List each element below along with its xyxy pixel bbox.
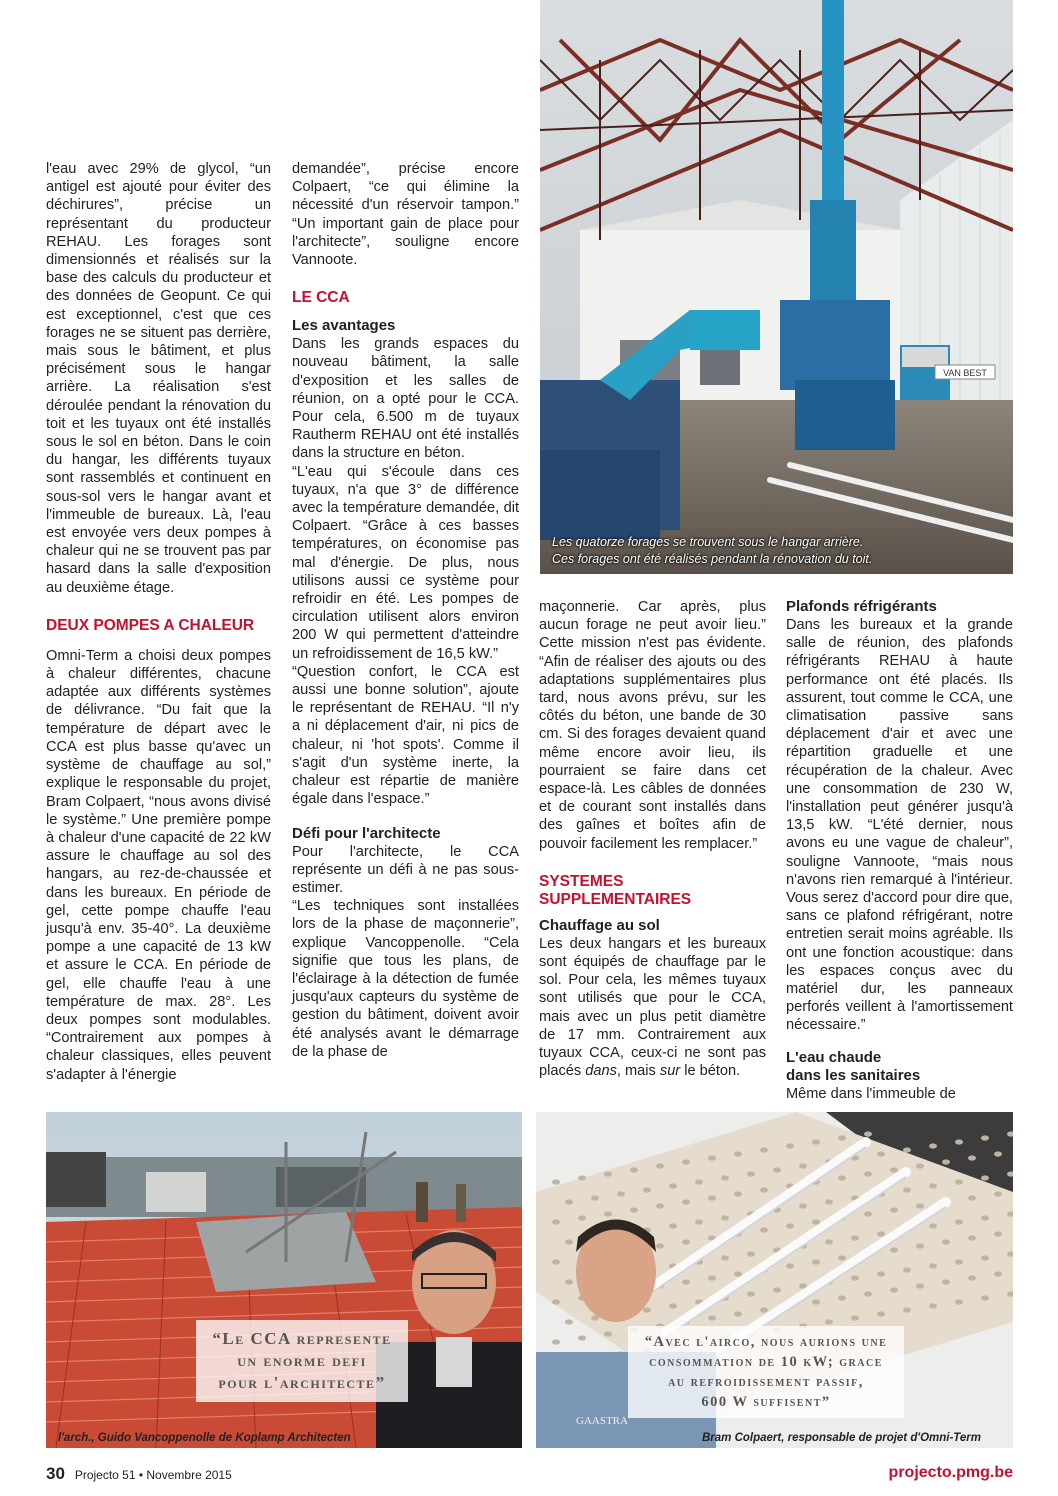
drilling-rig-image <box>540 0 1013 574</box>
col4-paragraph-1: Dans les bureaux et la grande salle de réunion, des plafonds réfrigérants REHAU à haute performance ont été placés. Ils assurent, tout comme le CCA, une climatisation passive sans déplacement d'air et avec une répartition graduelle et une récupération de la chaleur. Avec une consommation de 230 W, l'installation peut générer jusqu'à 13,5 kW. “L'été dernier, nous avons eu une vague de chaleur”, souligne Vannoote, “mais nous n'avons rien remarqué à l'intérieur. Vous serez d'accord pour dire que, sans ce plafond réfrigérant, notre entretien serait moins agréable. Ils ont une fonction acoustique: dans les espaces conçus avec du matériel dur, les panneaux perforés veillent à l'amortissement nécessaire.” <box>786 617 1013 1034</box>
perforation-hole <box>695 1179 703 1184</box>
subheading-eau-chaude-line1: L'eau chaude <box>786 1048 882 1066</box>
perforation-hole <box>656 1243 664 1248</box>
perforation-hole <box>708 1195 716 1200</box>
perforation-hole <box>578 1335 586 1340</box>
col3-p2-emphasis-sur: sur <box>659 1063 681 1080</box>
perforation-hole <box>890 1167 898 1172</box>
page-number: 30 <box>46 1464 65 1483</box>
perforation-hole <box>747 1251 755 1256</box>
perforation-hole <box>682 1279 690 1284</box>
perforation-hole <box>760 1187 768 1192</box>
perforation-hole <box>578 1215 586 1220</box>
col2-paragraph-2: Dans les grands espaces du nouveau bâtiment, la salle d'exposition et les salles de réunion, on a opté pour le CCA. Pour cela, 6.500 m de tuyaux Rautherm REHAU ont été installés dans la structure en béton. <box>292 336 519 462</box>
perforation-hole <box>851 1315 859 1320</box>
quote-colpaert-line4: 600 W suffisent” <box>701 1394 831 1410</box>
perforation-hole <box>838 1255 846 1260</box>
col3-p2-text-b: , mais <box>616 1063 660 1080</box>
photo-ceiling-panel <box>536 1112 1013 1448</box>
col2-paragraph-1: demandée”, précise encore Colpaert, “ce qui élimine la nécessité d'un réservoir tampon.” “Un important gain de place pour l'architecte”, souligne encore Vannoote. <box>292 161 519 269</box>
perforation-hole <box>669 1223 677 1228</box>
perforation-hole <box>955 1219 963 1224</box>
issue-info: Projecto 51 • Novembre 2015 <box>74 1468 232 1482</box>
column-3 <box>539 598 766 1080</box>
perforation-hole <box>994 1151 1002 1156</box>
col3-paragraph-1: maçonnerie. Car après, plus aucun forage ne peut avoir lieu.” Cette mission n'est pas évidente. “Afin de réaliser des ajouts ou des adaptations supplémentaires plus tard, nous avons prévu, sur les côtés du béton, une bande de 30 cm. Si des forages devaient quand même encore avoir lieu, ils pourraient se faire dans cet espace-là. Les câbles de données et de courant sont installés dans des gaînes et boîtes afin de pouvoir facilement les remplacer.” <box>539 599 766 852</box>
perforation-hole <box>955 1259 963 1264</box>
perforation-hole <box>786 1223 794 1228</box>
perforation-hole <box>903 1267 911 1272</box>
perforation-hole <box>643 1187 651 1192</box>
perforation-hole <box>565 1239 573 1244</box>
perforation-hole <box>812 1139 820 1144</box>
perforation-hole <box>825 1319 833 1324</box>
perforation-hole <box>565 1319 573 1324</box>
perforation-hole <box>981 1255 989 1260</box>
perforation-hole <box>578 1175 586 1180</box>
perforation-hole <box>903 1187 911 1192</box>
col2-paragraph-5: Pour l'architecte, le CCA représente un défi à ne pas sous-estimer. <box>292 843 519 896</box>
perforation-hole <box>981 1215 989 1220</box>
section-heading-systemes-supplementaires: SYSTEMES SUPPLEMENTAIRES <box>539 872 692 908</box>
perforation-hole <box>864 1211 872 1216</box>
column-1 <box>46 160 271 1084</box>
perforation-hole <box>916 1243 924 1248</box>
perforation-hole <box>955 1139 963 1144</box>
perforation-hole <box>929 1223 937 1228</box>
perforation-hole <box>630 1207 638 1212</box>
perforation-hole <box>760 1147 768 1152</box>
perforation-hole <box>968 1275 976 1280</box>
perforation-hole <box>890 1287 898 1292</box>
perforation-hole <box>851 1235 859 1240</box>
perforation-hole <box>682 1239 690 1244</box>
column-2 <box>292 160 519 1061</box>
perforation-hole <box>682 1159 690 1164</box>
perforation-hole <box>942 1159 950 1164</box>
subheading-defi-architecte: Défi pour l'architecte <box>292 824 441 842</box>
page-footer-left <box>46 1464 232 1484</box>
perforation-hole <box>552 1259 560 1264</box>
perforation-hole <box>552 1179 560 1184</box>
perforation-hole <box>721 1215 729 1220</box>
perforation-hole <box>994 1231 1002 1236</box>
perforation-hole <box>903 1307 911 1312</box>
perforation-hole <box>812 1299 820 1304</box>
column-4 <box>786 598 1013 1103</box>
perforation-hole <box>643 1307 651 1312</box>
col1-paragraph-2: Omni-Term a choisi deux pompes à chaleur différentes, chacune adaptée aux différents systèmes de délivrance. “Du fait que la température de départ avec le CCA est plus basse qu'avec un système de chauffage au sol,” explique le responsable du projet, Bram Colpaert, “nous avons divisé le système.” Une première pompe à chaleur d'une capacité de 22 kW assure le chauffage au sol des hangars, au rez-de-chaussée et dans les bureaux. En période de gel, cette pompe chauffe l'eau jusqu'à env. 35-40°. La deuxième pompe a une capacité de 13 kW et assure le CCA. En période de gel, elle chauffe l'eau à une température de max. 28°. Les deux pompes sont modulables. “Contrairement aux pompes à chaleur classiques, elles peuvent s'adapter à l'énergie <box>46 647 271 1083</box>
perforation-hole <box>981 1295 989 1300</box>
section-heading-le-cca: LE CCA <box>292 289 350 307</box>
subheading-les-avantages: Les avantages <box>292 317 396 335</box>
perforation-hole <box>851 1275 859 1280</box>
photo-drilling-rig <box>540 0 1013 574</box>
perforation-hole <box>760 1227 768 1232</box>
perforation-hole <box>604 1171 612 1176</box>
perforation-hole <box>747 1291 755 1296</box>
subheading-plafonds-refrigerants: Plafonds réfrigérants <box>786 598 937 615</box>
photo-caption-line1: Les quatorze forages se trouvent sous le hangar arrière. <box>552 535 864 549</box>
perforation-hole <box>955 1299 963 1304</box>
perforation-hole <box>669 1303 677 1308</box>
perforation-hole <box>786 1263 794 1268</box>
perforation-hole <box>890 1247 898 1252</box>
perforation-hole <box>799 1163 807 1168</box>
col3-p2-emphasis-dans: dans <box>585 1063 617 1080</box>
perforation-hole <box>890 1207 898 1212</box>
perforation-hole <box>994 1191 1002 1196</box>
perforation-hole <box>838 1295 846 1300</box>
perforation-hole <box>591 1195 599 1200</box>
quote-architect-line2: un enorme defi <box>237 1351 367 1370</box>
subheading-eau-chaude-line2: dans les sanitaires <box>786 1066 921 1084</box>
perforation-hole <box>942 1279 950 1284</box>
perforation-hole <box>656 1163 664 1168</box>
col2-paragraph-4: “Question confort, le CCA est aussi une bonne solution”, ajoute le représentant de REHAU. “Il n'y a ni déplacement d'air, ni pics de chaleur, ni 'hot spots'. Comme il s'agit d'un système inerte, la chaleur est répartie de manière égale dans l'espace.” <box>292 663 519 808</box>
photo-caption-drilling <box>552 534 872 568</box>
perforation-hole <box>825 1239 833 1244</box>
perforation-hole <box>877 1311 885 1316</box>
perforation-hole <box>838 1135 846 1140</box>
perforation-hole <box>877 1231 885 1236</box>
perforation-hole <box>864 1171 872 1176</box>
perforation-hole <box>552 1299 560 1304</box>
quote-architect-line1: “Le CCA represente <box>212 1329 392 1348</box>
page-footer-right <box>889 1464 1013 1482</box>
perforation-hole <box>786 1143 794 1148</box>
shirt-text: GAASTRA <box>576 1415 628 1427</box>
perforation-hole <box>968 1235 976 1240</box>
perforation-hole <box>981 1135 989 1140</box>
perforation-hole <box>552 1339 560 1344</box>
perforation-hole <box>708 1275 716 1280</box>
col3-paragraph-2 <box>539 935 766 1081</box>
site-url-link[interactable]: projecto.pmg.be <box>888 1464 1013 1481</box>
perforation-hole <box>968 1155 976 1160</box>
perforation-hole <box>877 1151 885 1156</box>
perforation-hole <box>734 1271 742 1276</box>
perforation-hole <box>968 1195 976 1200</box>
quote-colpaert-line1: “Avec l'airco, nous aurions une <box>644 1334 888 1350</box>
perforation-hole <box>604 1211 612 1216</box>
perforation-hole <box>734 1311 742 1316</box>
perforation-hole <box>929 1143 937 1148</box>
perforation-hole <box>773 1167 781 1172</box>
photo-construction-site <box>46 1112 522 1448</box>
perforation-hole <box>799 1203 807 1208</box>
perforation-hole <box>929 1263 937 1268</box>
perforation-hole <box>682 1199 690 1204</box>
perforation-hole <box>825 1199 833 1204</box>
col1-paragraph-1: l'eau avec 29% de glycol, “un antigel est ajouté pour éviter des déchirures”, précise un représentant du producteur REHAU. Les forages sont dimensionnés et réalisés sur la base des calculs du producteur et des données de Geopunt. Ce qui est exceptionnel, c'est que ces forages ne se situent pas derrière, mais sous le bâtiment, et plus précisément sous le hangar arrière. La réalisation s'est déroulée pendant la rénovation du toit et les tuyaux ont été installés sous le sol en béton. Dans le coin du hangar, les différents tuyaux sont rassemblés et continuent en sous-sol vers le hangar avant et l'immeuble de bureaux. Là, l'eau est envoyée vers deux pompes à chaleur qui ne se trouvent pas par hasard dans la salle d'exposition au deuxième étage. <box>46 161 271 596</box>
perforation-hole <box>565 1279 573 1284</box>
perforation-hole <box>773 1287 781 1292</box>
quote-architect-line3: pour l'architecte” <box>218 1373 386 1392</box>
perforation-hole <box>812 1259 820 1264</box>
perforation-hole <box>708 1315 716 1320</box>
perforation-hole <box>734 1191 742 1196</box>
perforation-hole <box>903 1147 911 1152</box>
section-heading-deux-pompes: DEUX POMPES A CHALEUR <box>46 616 255 634</box>
perforation-hole <box>916 1203 924 1208</box>
perforation-hole <box>695 1219 703 1224</box>
perforation-hole <box>838 1175 846 1180</box>
perforation-hole <box>916 1283 924 1288</box>
perforation-hole <box>864 1131 872 1136</box>
quote-colpaert-line3: au refroidissement passif, <box>668 1374 864 1390</box>
subheading-chauffage-au-sol: Chauffage au sol <box>539 916 660 934</box>
perforation-hole <box>604 1331 612 1336</box>
subheading-eau-chaude <box>786 1049 1013 1085</box>
quote-architect <box>196 1320 408 1402</box>
perforation-hole <box>721 1175 729 1180</box>
col3-p2-text-c: le béton. <box>680 1063 741 1080</box>
perforation-hole <box>916 1163 924 1168</box>
perforation-hole <box>630 1167 638 1172</box>
photo-caption-colpaert: Bram Colpaert, responsable de projet d'Omni-Term <box>702 1432 982 1444</box>
perforation-hole <box>708 1155 716 1160</box>
quote-colpaert <box>628 1326 904 1418</box>
perforation-hole <box>929 1303 937 1308</box>
perforation-hole <box>942 1239 950 1244</box>
perforation-hole <box>812 1219 820 1224</box>
perforation-hole <box>734 1151 742 1156</box>
perforation-hole <box>669 1183 677 1188</box>
perforation-hole <box>929 1183 937 1188</box>
perforation-hole <box>981 1175 989 1180</box>
col3-p2-text-a: Les deux hangars et les bureaux sont équipés de chauffage par le sol. Pour cela, les mêmes tuyaux sont utilisés que pour le CCA, mais avec un plus petit diamètre de 17 mm. Contrairement aux tuyaux CCA, ceux-ci ne sont pas placés <box>539 935 766 1080</box>
col2-paragraph-6: “Les techniques sont installées lors de la phase de maçonnerie”, explique Vancoppenolle. “Cela signifie que tous les plans, de l'éclairage à la détection de fumée jusqu'aux capteurs du système de gestion du bâtiment, doivent avoir été analysés avant le démarrage de la phase de <box>292 898 519 1060</box>
perforation-hole <box>565 1199 573 1204</box>
photo-caption-line2: Ces forages ont été réalisés pendant la rénovation du toit. <box>552 552 873 566</box>
perforation-hole <box>617 1191 625 1196</box>
perforation-hole <box>864 1291 872 1296</box>
perforation-hole <box>656 1203 664 1208</box>
perforation-hole <box>955 1179 963 1184</box>
perforation-hole <box>552 1219 560 1224</box>
perforation-hole <box>877 1271 885 1276</box>
perforation-hole <box>994 1271 1002 1276</box>
quote-colpaert-line2: consommation de 10 kW; grace <box>649 1354 883 1370</box>
perforation-hole <box>747 1171 755 1176</box>
perforation-hole <box>721 1255 729 1260</box>
photo-caption-architect: l'arch., Guido Vancoppenolle de Koplamp Architecten <box>58 1432 351 1444</box>
rig-sign-text: VAN BEST <box>943 368 987 378</box>
col2-paragraph-3: “L'eau qui s'écoule dans ces tuyaux, n'a que 3° de différence avec la température demandée, dit Colpaert. “Grâce à ces basses températures, on économise pas mal d'énergie. De plus, nous utilisons aussi ce système pour refroidir en été. Les pompes de circulation utilisent alors environ 200 W qui permettent d'atteindre un refroidissement de 16,5 kW.” <box>292 463 519 662</box>
perforation-hole <box>760 1307 768 1312</box>
col4-paragraph-2: Même dans l'immeuble de <box>786 1085 956 1102</box>
